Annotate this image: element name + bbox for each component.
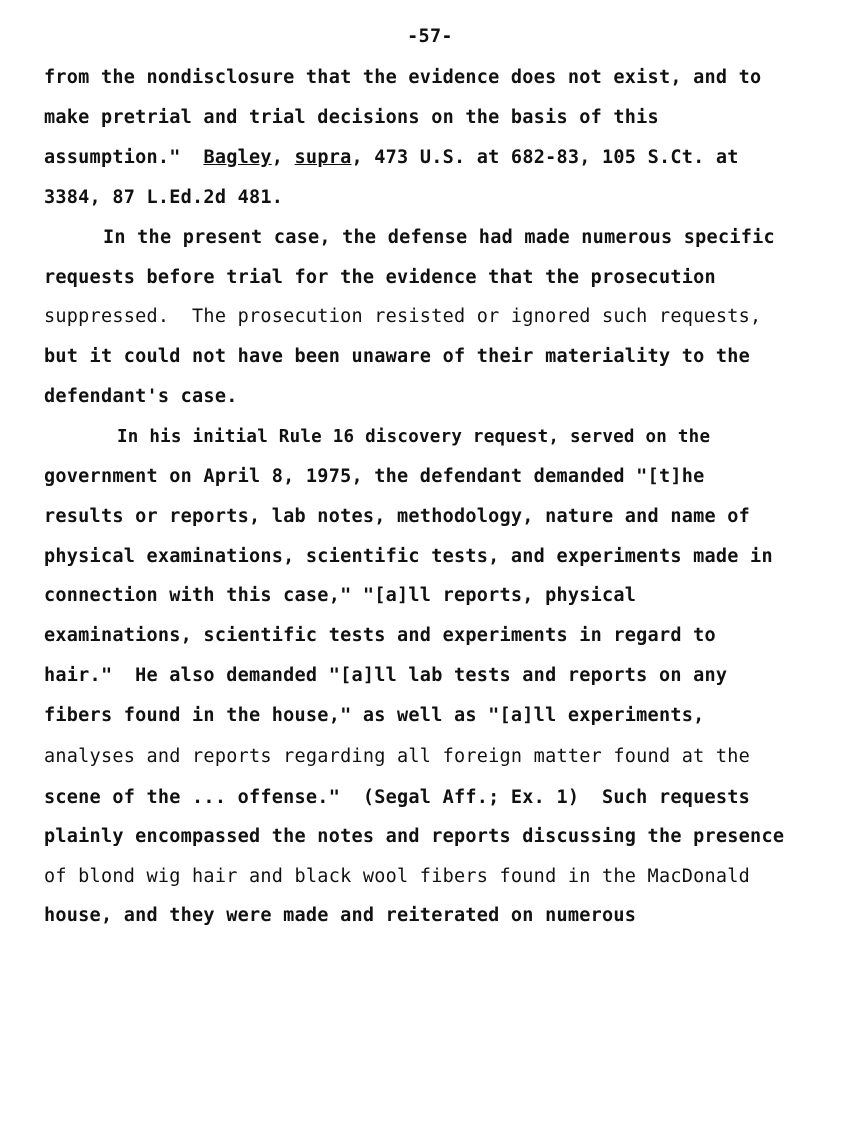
- text-line: plainly encompassed the notes and reports discussing the presence: [44, 826, 785, 847]
- text-line: suppressed. The prosecution resisted or ignored such requests,: [44, 306, 762, 327]
- paragraph-start: In the present case, the defense had made numerous specific: [103, 227, 775, 248]
- text-span: , 473 U.S. at 682-83, 105 S.Ct. at: [351, 147, 739, 168]
- supra-reference: supra: [294, 147, 352, 168]
- text-line: 3384, 87 L.Ed.2d 481.: [44, 187, 284, 208]
- paragraph-start: In his initial Rule 16 discovery request, served on the: [117, 427, 711, 447]
- text-line: examinations, scientific tests and experiments in regard to: [44, 625, 716, 646]
- text-line: defendant's case.: [44, 386, 238, 407]
- text-span: assumption.": [44, 147, 181, 168]
- text-line: hair." He also demanded "[a]ll lab tests and reports on any: [44, 665, 728, 686]
- text-line: analyses and reports regarding all foreign matter found at the: [44, 746, 751, 767]
- text-line: scene of the ... offense." (Segal Aff.; Ex. 1) Such requests: [44, 787, 751, 808]
- text-line: physical examinations, scientific tests, and experiments made in: [44, 546, 773, 567]
- text-line: make pretrial and trial decisions on the basis of this: [44, 107, 659, 128]
- case-name-bagley: Bagley: [203, 147, 272, 168]
- text-line: from the nondisclosure that the evidence does not exist, and to: [44, 67, 762, 88]
- citation-line: assumption." Bagley, supra, 473 U.S. at 682-83, 105 S.Ct. at: [44, 147, 739, 168]
- text-line: fibers found in the house," as well as "[a]ll experiments,: [44, 705, 705, 726]
- text-line: connection with this case," "[a]ll reports, physical: [44, 585, 637, 606]
- text-line: but it could not have been unaware of their materiality to the: [44, 346, 751, 367]
- text-line: requests before trial for the evidence that the prosecution: [44, 267, 716, 288]
- text-line: government on April 8, 1975, the defendant demanded "[t]he: [44, 466, 705, 487]
- text-line: house, and they were made and reiterated on numerous: [44, 905, 637, 926]
- text-line: results or reports, lab notes, methodology, nature and name of: [44, 506, 751, 527]
- text-line: of blond wig hair and black wool fibers found in the MacDonald: [44, 866, 751, 887]
- page-number: -57-: [407, 26, 453, 47]
